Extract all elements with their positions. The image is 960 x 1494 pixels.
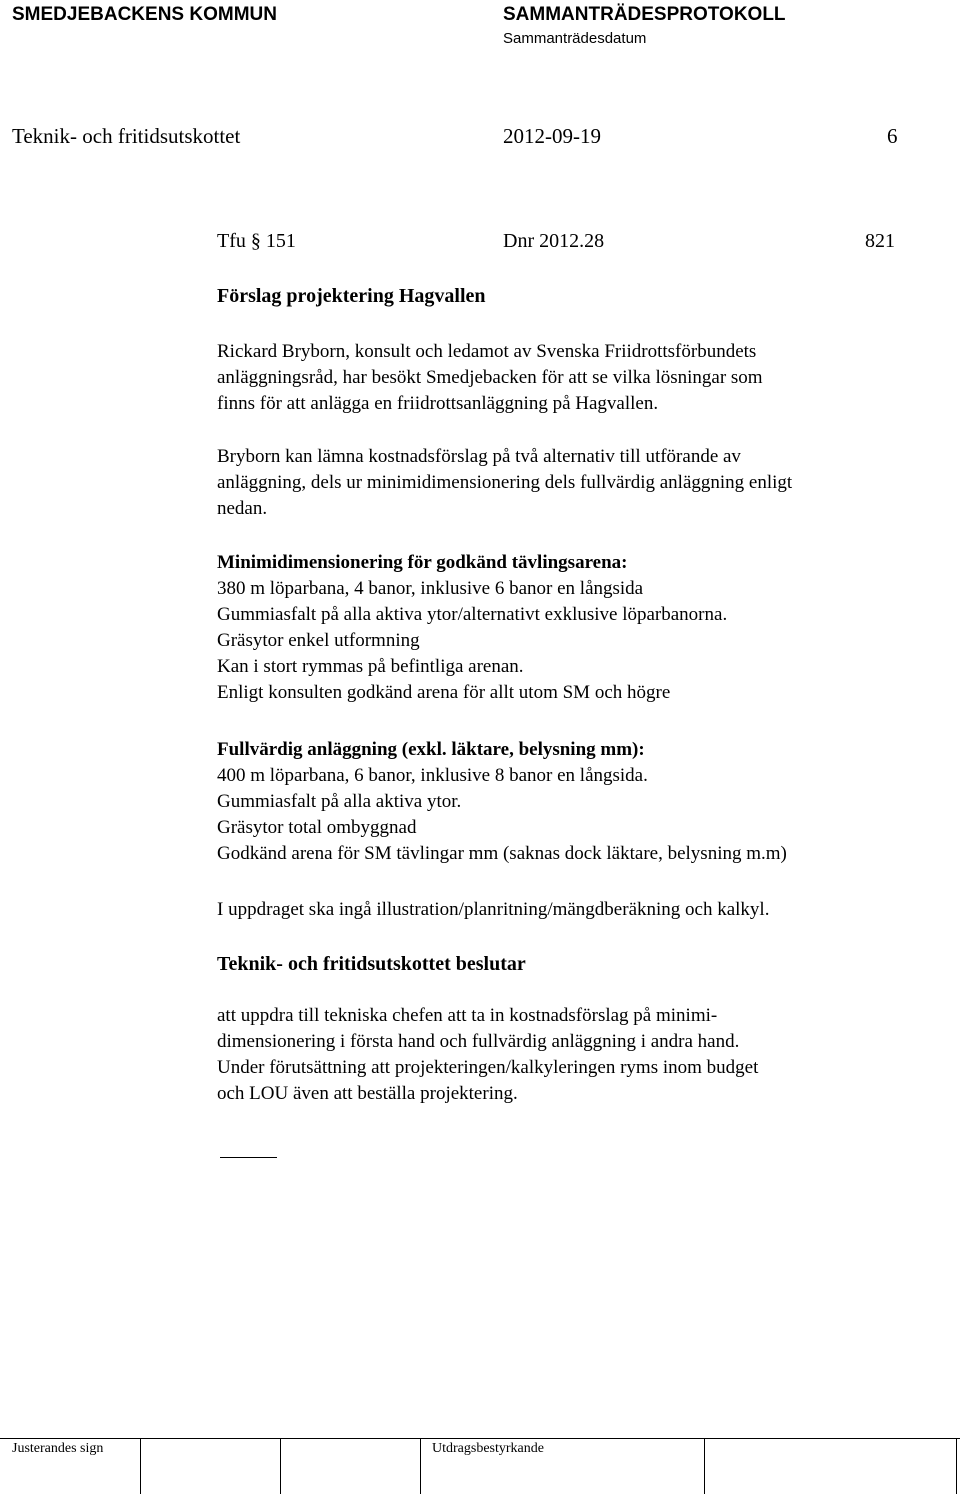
- decision-heading: Teknik- och fritidsutskottet beslutar: [217, 953, 526, 975]
- full-heading: Fullvärdig anläggning (exkl. läktare, belysning mm):: [217, 739, 645, 760]
- full-line: Gräsytor total ombyggnad: [217, 817, 417, 838]
- footer-divider: [280, 1438, 281, 1494]
- end-rule: [220, 1157, 277, 1158]
- full-line: Godkänd arena för SM tävlingar mm (saknas dock läktare, belysning m.m): [217, 843, 787, 864]
- footer-divider: [956, 1438, 957, 1494]
- footer-signature-label: Justerandes sign: [12, 1441, 104, 1456]
- minimum-heading: Minimidimensionering för godkänd tävlingsarena:: [217, 552, 628, 573]
- meeting-date: 2012-09-19: [503, 124, 601, 148]
- full-line: 400 m löparbana, 6 banor, inklusive 8 banor en långsida.: [217, 765, 648, 786]
- decision-line: och LOU även att beställa projektering.: [217, 1083, 518, 1104]
- proposal-line: Bryborn kan lämna kostnadsförslag på två alternativ till utförande av: [217, 446, 741, 467]
- minimum-line: Kan i stort rymmas på befintliga arenan.: [217, 656, 524, 677]
- case-number: [217, 230, 296, 253]
- document-type: SAMMANTRÄDESPROTOKOLL: [503, 4, 786, 25]
- footer-divider: [140, 1438, 141, 1494]
- proposal-line: anläggning, dels ur minimidimensionering dels fullvärdig anläggning enligt: [217, 472, 793, 493]
- committee-name: Teknik- och fritidsutskottet: [12, 124, 241, 148]
- case-title: Förslag projektering Hagvallen: [217, 285, 486, 307]
- intro-paragraph: [217, 339, 763, 417]
- section-symbol: §: [250, 230, 261, 252]
- meeting-date-label: Sammanträdesdatum: [503, 30, 647, 47]
- minimum-line: Gummiasfalt på alla aktiva ytor/alternativt exklusive löparbanorna.: [217, 604, 728, 625]
- intro-line: Rickard Bryborn, konsult och ledamot av Svenska Friidrottsförbundets: [217, 341, 757, 362]
- decision-paragraph: [217, 1003, 758, 1107]
- case-prefix: Tfu: [217, 230, 246, 252]
- case-code: 821: [865, 230, 895, 252]
- footer-certification-label: Utdragsbestyrkande: [432, 1441, 544, 1456]
- full-line: Gummiasfalt på alla aktiva ytor.: [217, 791, 462, 812]
- decision-line: Under förutsättning att projekteringen/kalkyleringen ryms inom budget: [217, 1057, 759, 1078]
- assignment-text: I uppdraget ska ingå illustration/planritning/mängdberäkning och kalkyl.: [217, 899, 770, 920]
- intro-line: anläggningsråd, har besökt Smedjebacken för att se vilka lösningar som: [217, 367, 763, 388]
- full-section: [217, 737, 787, 867]
- footer-divider: [420, 1438, 421, 1494]
- decision-line: dimensionering i första hand och fullvärdig anläggning i andra hand.: [217, 1031, 740, 1052]
- minimum-line: Enligt konsulten godkänd arena för allt utom SM och högre: [217, 682, 671, 703]
- minimum-section: [217, 550, 727, 706]
- minimum-line: 380 m löparbana, 4 banor, inklusive 6 banor en långsida: [217, 578, 644, 599]
- intro-line: finns för att anlägga en friidrottsanläggning på Hagvallen.: [217, 393, 659, 414]
- case-number-value: 151: [265, 230, 296, 252]
- footer-divider: [704, 1438, 705, 1494]
- dnr: Dnr 2012.28: [503, 230, 605, 252]
- footer-rule: [0, 1438, 960, 1439]
- minimum-line: Gräsytor enkel utformning: [217, 630, 420, 651]
- decision-line: att uppdra till tekniska chefen att ta in kostnadsförslag på minimi-: [217, 1005, 718, 1026]
- proposal-paragraph: [217, 444, 792, 522]
- municipality-name: SMEDJEBACKENS KOMMUN: [12, 4, 277, 25]
- proposal-line: nedan.: [217, 498, 268, 519]
- page-number: 6: [887, 124, 898, 148]
